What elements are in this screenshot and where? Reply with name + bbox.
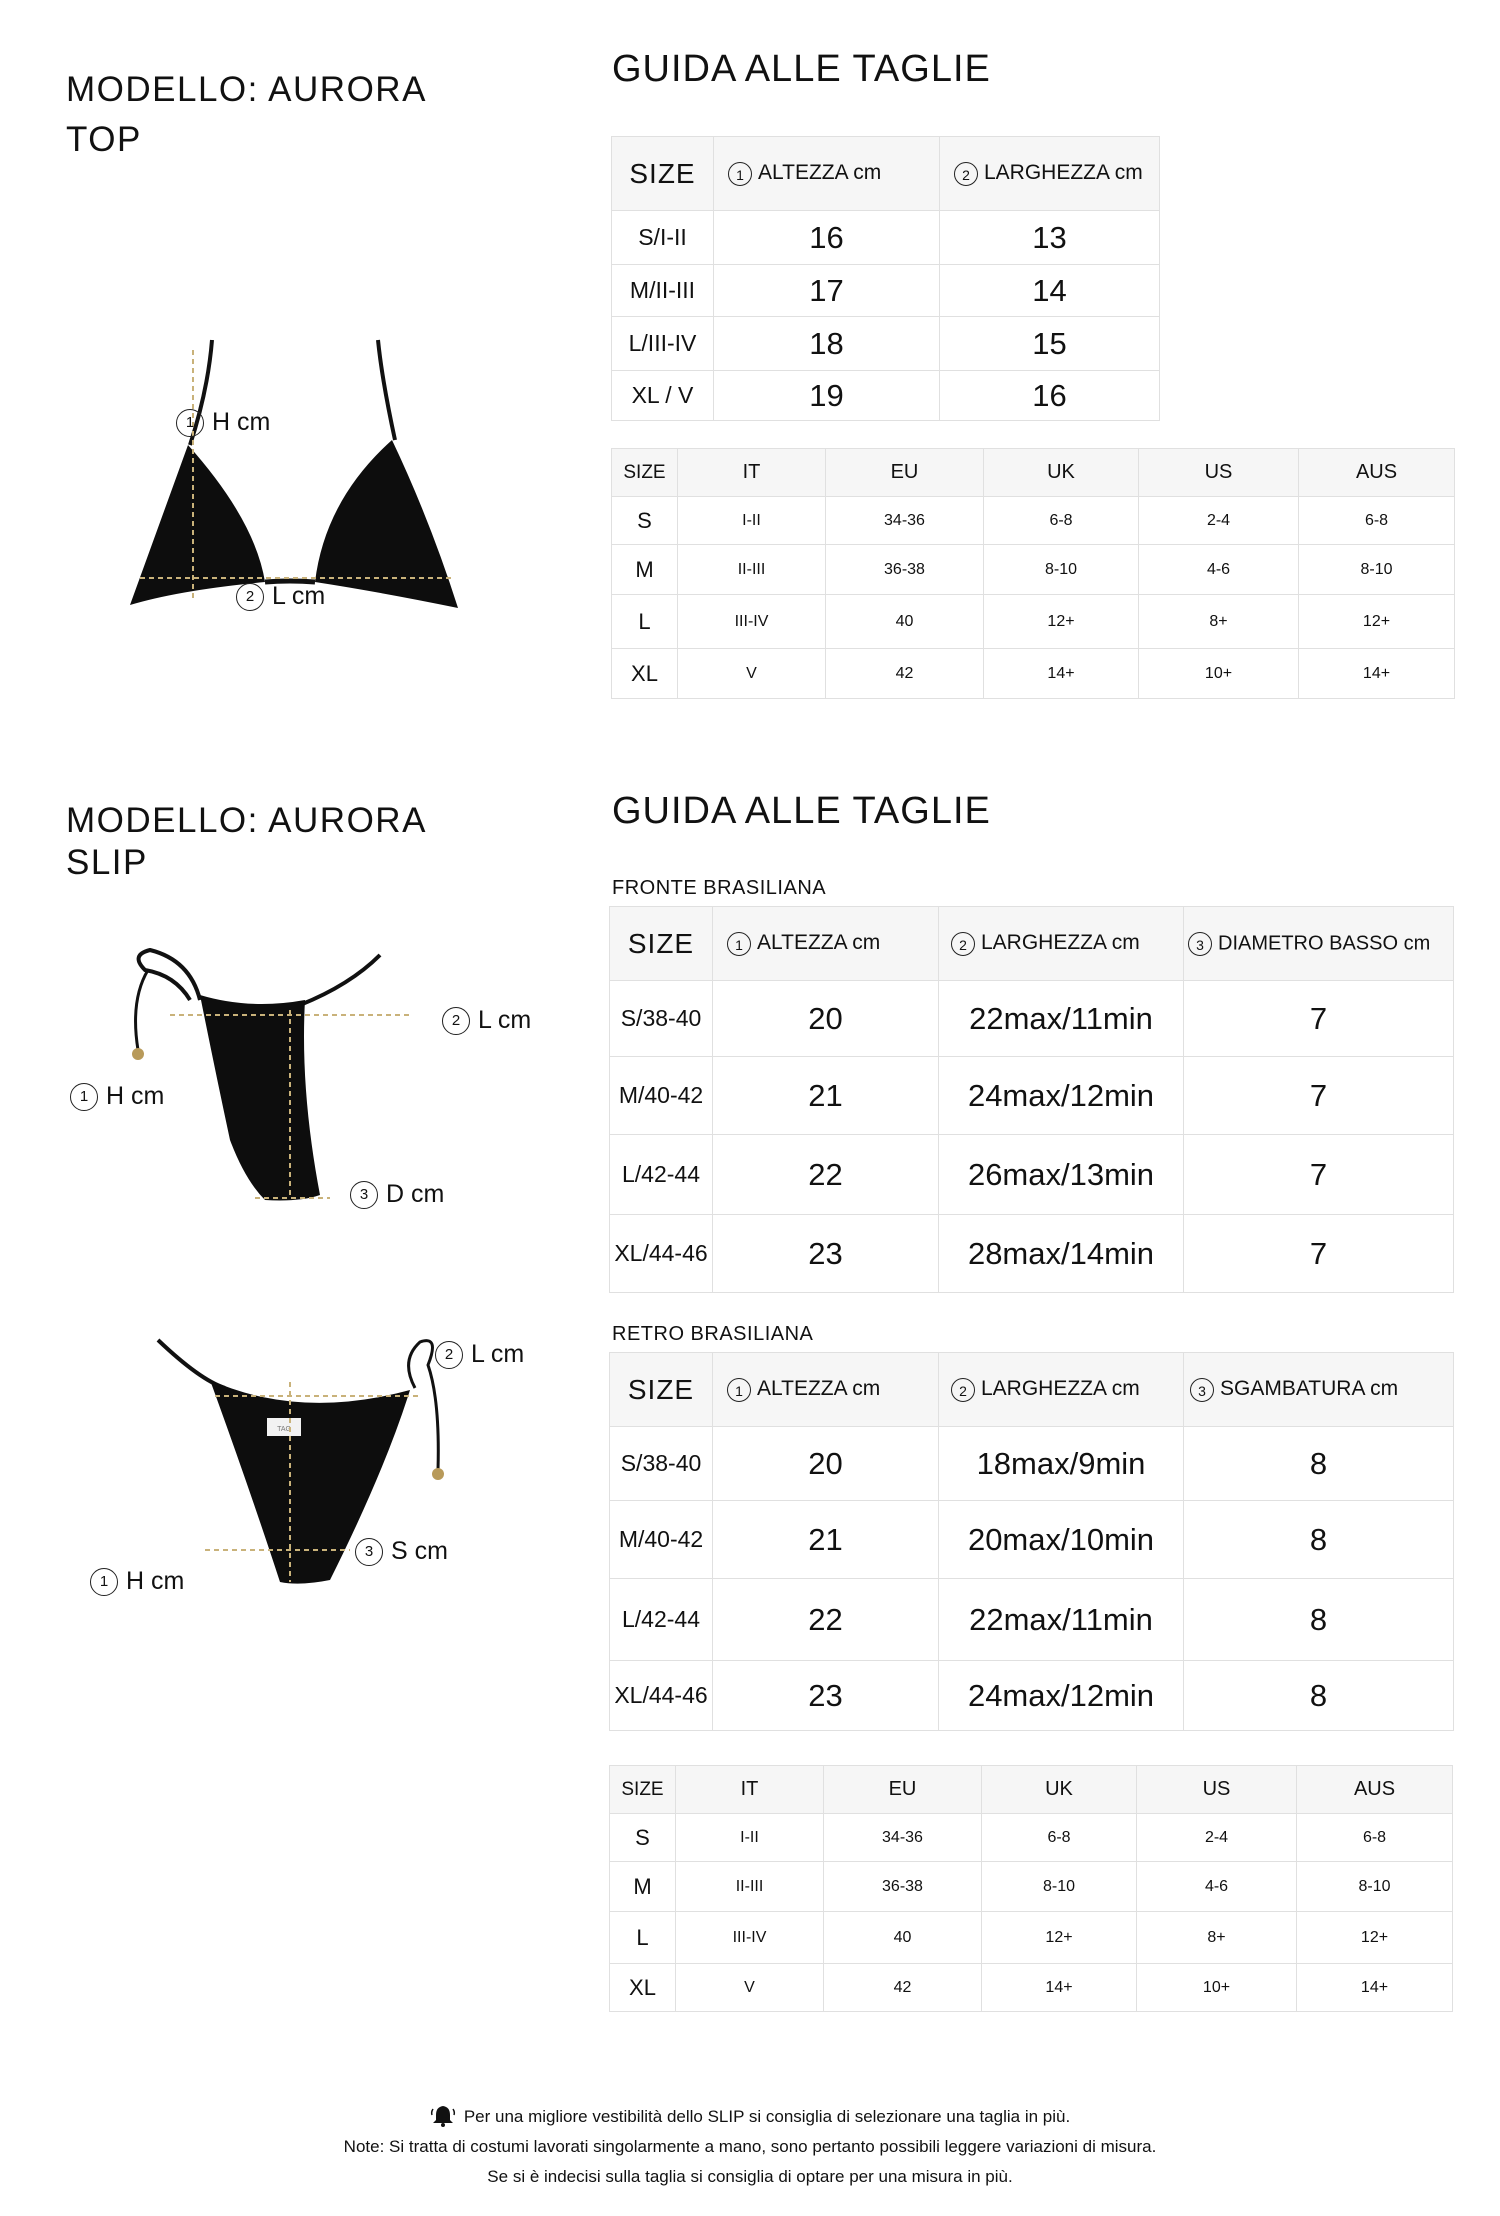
number-2-icon: 2 [951,932,975,956]
table-row: L/42-44 22 26max/13min 7 [610,1135,1454,1215]
footer-line-2: Note: Si tratta di costumi lavorati singolarmente a mano, sono pertanto possibili leggere variazioni di misura. [343,2137,1157,2156]
table-row: L/III-IV 18 15 [612,317,1160,371]
number-1-icon: 1 [727,932,751,956]
footer-line-1: Per una migliore vestibilità dello SLIP si consiglia di selezionare una taglia in più. [0,2102,1500,2132]
front-measurement-table [609,906,1454,1293]
footer-notes [0,2102,1500,2192]
table-row: M II-III 36-38 8-10 4-6 8-10 [612,545,1455,595]
slip-back-height-label: 1 H cm [90,1567,184,1596]
slip-back-leg-label: 3 S cm [355,1537,448,1566]
number-1-icon: 1 [90,1568,118,1596]
table-row: L III-IV 40 12+ 8+ 12+ [612,595,1455,649]
note-label: Note: [343,2137,385,2156]
front-subtitle: FRONTE BRASILIANA [612,877,827,899]
table-row: S I-II 34-36 6-8 2-4 6-8 [612,497,1455,545]
table-row: XL V 42 14+ 10+ 14+ [610,1964,1453,2012]
table-row: XL/44-46 23 24max/12min 8 [610,1661,1454,1731]
bikini-top-illustration [120,330,480,620]
size-header: SIZE [612,137,714,211]
table-row: XL V 42 14+ 10+ 14+ [612,649,1455,699]
table-header-row: SIZE IT EU UK US AUS [612,449,1455,497]
slip-front-height-label: 1 H cm [70,1082,164,1111]
table-row: L III-IV 40 12+ 8+ 12+ [610,1912,1453,1964]
height-header: 1 ALTEZZA cm [714,137,940,211]
top-measurement-table [611,136,1160,421]
number-3-icon: 3 [350,1181,378,1209]
table-row: S/38-40 20 22max/11min 7 [610,981,1454,1057]
slip-model-name: MODELLO: AURORA [66,801,427,840]
number-2-icon: 2 [951,1378,975,1402]
top-guide-title: GUIDA ALLE TAGLIE [612,48,991,90]
number-1-icon: 1 [70,1083,98,1111]
number-3-icon: 3 [1188,932,1212,956]
table-row: S I-II 34-36 6-8 2-4 6-8 [610,1814,1453,1862]
top-width-label: 2 L cm [236,582,325,611]
table-row: M/40-42 21 20max/10min 8 [610,1501,1454,1579]
footer-line-3: Se si è indecisi sulla taglia si consiglia di optare per una misura in più. [487,2167,1013,2186]
bell-alert-icon [430,2103,456,2127]
number-3-icon: 3 [355,1538,383,1566]
table-row: M II-III 36-38 8-10 4-6 8-10 [610,1862,1453,1912]
top-conversion-table [611,448,1455,699]
number-1-icon: 1 [728,162,752,186]
slip-back-width-label: 2 L cm [435,1340,524,1369]
slip-front-diameter-label: 3 D cm [350,1180,444,1209]
number-2-icon: 2 [442,1007,470,1035]
width-header: 2 LARGHEZZA cm [940,137,1160,211]
table-row: XL / V 19 16 [612,371,1160,421]
number-3-icon: 3 [1190,1378,1214,1402]
number-1-icon: 1 [176,409,204,437]
number-2-icon: 2 [954,162,978,186]
slip-conversion-table [609,1765,1453,2012]
number-2-icon: 2 [236,583,264,611]
number-1-icon: 1 [727,1378,751,1402]
table-header-row: SIZE 1 ALTEZZA cm 2 LARGHEZZA cm 3 SGAMBATURA cm [610,1353,1454,1427]
top-height-label: 1 H cm [176,408,270,437]
top-model-title [66,65,427,165]
back-subtitle: RETRO BRASILIANA [612,1323,814,1345]
table-row: M/40-42 21 24max/12min 7 [610,1057,1454,1135]
table-row: M/II-III 17 14 [612,265,1160,317]
table-header-row: SIZE 1 ALTEZZA cm 2 LARGHEZZA cm 3 DIAMETRO BASSO cm [610,907,1454,981]
table-row: L/42-44 22 22max/11min 8 [610,1579,1454,1661]
table-header-row: SIZE IT EU UK US AUS [610,1766,1453,1814]
top-model-type: TOP [66,120,142,159]
number-2-icon: 2 [435,1341,463,1369]
brand-tag: TAG [277,1426,291,1433]
table-row: XL/44-46 23 28max/14min 7 [610,1215,1454,1293]
table-row: S/38-40 20 18max/9min 8 [610,1427,1454,1501]
back-measurement-table [609,1352,1454,1731]
slip-model-title [66,800,427,884]
top-model-name: MODELLO: AURORA [66,70,427,109]
slip-model-type: SLIP [66,843,148,882]
slip-guide-title: GUIDA ALLE TAGLIE [612,790,991,832]
table-header-row [612,137,1160,211]
table-row: S/I-II 16 13 [612,211,1160,265]
slip-front-width-label: 2 L cm [442,1006,531,1035]
